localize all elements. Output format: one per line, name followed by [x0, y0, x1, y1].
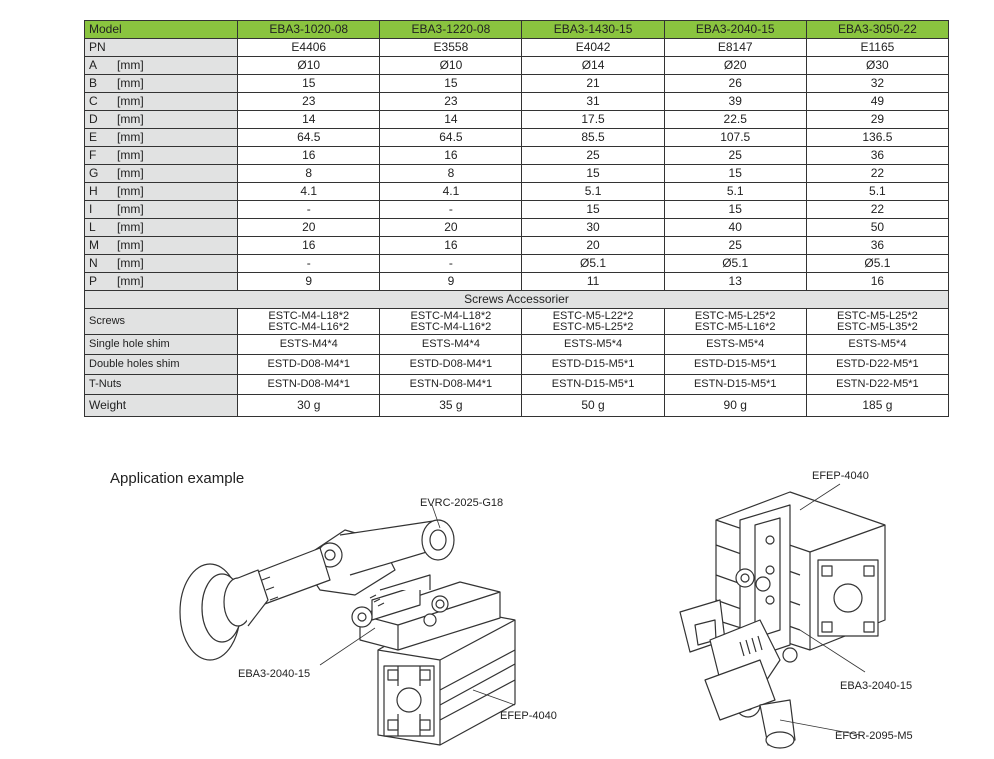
table-cell: Ø10: [380, 57, 522, 75]
table-cell: 39: [664, 93, 806, 111]
weight-label: Weight: [85, 395, 238, 417]
row-letter: L: [89, 220, 96, 234]
label-bracket-right: EBA3-2040-15: [840, 680, 913, 692]
accessory-cell: ESTS-M5*4: [806, 335, 948, 355]
table-cell: 15: [238, 75, 380, 93]
accessory-line: ESTC-M5-L25*2: [694, 309, 776, 322]
row-letter: B: [89, 76, 98, 90]
table-cell: 30: [522, 219, 664, 237]
table-cell: 107.5: [664, 129, 806, 147]
table-cell: 36: [806, 237, 948, 255]
table-cell: Ø14: [522, 57, 664, 75]
table-cell: E3558: [380, 39, 522, 57]
accessory-cell: ESTD-D08-M4*1: [380, 355, 522, 375]
table-cell: Ø5.1: [522, 255, 664, 273]
table-cell: -: [238, 255, 380, 273]
accessory-cell: ESTN-D22-M5*1: [806, 375, 948, 395]
label-gripper-right: EFGR-2095-M5: [835, 730, 913, 742]
accessory-cell: ESTD-D15-M5*1: [664, 355, 806, 375]
row-unit: [mm]: [117, 166, 144, 180]
accessory-cell: ESTN-D15-M5*1: [664, 375, 806, 395]
row-letter: P: [89, 274, 98, 288]
table-cell: Ø30: [806, 57, 948, 75]
row-letter: D: [89, 112, 98, 126]
accessory-line: ESTC-M5-L25*2: [837, 309, 918, 322]
label-evrc-valve: EVRC-2025-G18: [420, 497, 504, 509]
row-letter: G: [89, 166, 99, 180]
accessory-cell: ESTN-D15-M5*1: [522, 375, 664, 395]
weight-cell: 30 g: [238, 395, 380, 417]
table-cell: 16: [806, 273, 948, 291]
label-profile-right: EFEP-4040: [812, 470, 869, 482]
accessory-line: ESTC-M4-L16*2: [410, 320, 492, 333]
row-letter: C: [89, 94, 98, 108]
table-cell: 32: [806, 75, 948, 93]
table-cell: 22.5: [664, 111, 806, 129]
table-cell: 8: [380, 165, 522, 183]
row-unit: [mm]: [117, 148, 144, 162]
table-cell: 22: [806, 201, 948, 219]
table-cell: 64.5: [380, 129, 522, 147]
label-profile-left: EFEP-4040: [500, 710, 557, 722]
table-cell: E4042: [522, 39, 664, 57]
table-cell: Ø5.1: [664, 255, 806, 273]
table-cell: 40: [664, 219, 806, 237]
row-unit: [mm]: [117, 220, 144, 234]
table-cell: 16: [238, 147, 380, 165]
application-example-title: Application example: [110, 470, 245, 487]
table-cell: E1165: [806, 39, 948, 57]
accessory-label: T-Nuts: [85, 375, 238, 395]
table-cell: 11: [522, 273, 664, 291]
table-cell: Ø10: [238, 57, 380, 75]
accessory-line: ESTC-M5-L25*2: [552, 320, 634, 333]
section-title: Screws Accessorier: [85, 291, 949, 309]
row-unit: [mm]: [117, 130, 144, 144]
row-unit: [mm]: [117, 94, 144, 108]
table-cell: 23: [380, 93, 522, 111]
header-model-label: Model: [85, 21, 238, 39]
table-cell: 31: [522, 93, 664, 111]
table-cell: E4406: [238, 39, 380, 57]
table-cell: 14: [238, 111, 380, 129]
table-cell: 15: [522, 201, 664, 219]
table-cell: E8147: [664, 39, 806, 57]
table-cell: 5.1: [664, 183, 806, 201]
table-cell: 25: [522, 147, 664, 165]
row-unit: [mm]: [117, 58, 144, 72]
row-letter: I: [89, 202, 93, 216]
header-model-5: EBA3-3050-22: [806, 21, 948, 39]
table-cell: 25: [664, 147, 806, 165]
table-cell: 16: [380, 237, 522, 255]
table-cell: 15: [380, 75, 522, 93]
table-cell: 50: [806, 219, 948, 237]
row-letter: F: [89, 148, 97, 162]
row-letter: A: [89, 58, 98, 72]
table-cell: 9: [380, 273, 522, 291]
accessory-cell: ESTN-D08-M4*1: [238, 375, 380, 395]
table-cell: 5.1: [806, 183, 948, 201]
weight-cell: 35 g: [380, 395, 522, 417]
table-cell: 20: [522, 237, 664, 255]
table-cell: 9: [238, 273, 380, 291]
row-letter: N: [89, 256, 98, 270]
table-cell: 22: [806, 165, 948, 183]
accessory-cell: ESTD-D08-M4*1: [238, 355, 380, 375]
row-unit: [mm]: [117, 76, 144, 90]
row-letter: E: [89, 130, 98, 144]
table-cell: -: [380, 201, 522, 219]
accessory-line: ESTC-M4-L18*2: [268, 309, 350, 322]
header-model-1: EBA3-1020-08: [238, 21, 380, 39]
table-cell: 8: [238, 165, 380, 183]
weight-cell: 50 g: [522, 395, 664, 417]
accessory-cell: ESTD-D15-M5*1: [522, 355, 664, 375]
accessory-line: ESTC-M4-L16*2: [268, 320, 350, 333]
table-cell: 36: [806, 147, 948, 165]
table-cell: 17.5: [522, 111, 664, 129]
table-cell: -: [238, 201, 380, 219]
row-unit: [mm]: [117, 274, 144, 288]
table-cell: 29: [806, 111, 948, 129]
accessory-line: ESTC-M5-L35*2: [837, 320, 918, 333]
row-letter: H: [89, 184, 98, 198]
row-unit: [mm]: [117, 256, 144, 270]
accessory-line: ESTC-M4-L18*2: [410, 309, 492, 322]
table-cell: 5.1: [522, 183, 664, 201]
weight-cell: 185 g: [806, 395, 948, 417]
row-unit: [mm]: [117, 112, 144, 126]
accessory-cell: ESTS-M5*4: [664, 335, 806, 355]
label-bracket-left: EBA3-2040-15: [238, 668, 311, 680]
row-unit: [mm]: [117, 238, 144, 252]
accessory-cell: ESTN-D08-M4*1: [380, 375, 522, 395]
table-cell: Ø5.1: [806, 255, 948, 273]
table-cell: 49: [806, 93, 948, 111]
table-cell: 16: [238, 237, 380, 255]
table-cell: 4.1: [380, 183, 522, 201]
accessory-label: Screws: [85, 309, 238, 335]
table-cell: 23: [238, 93, 380, 111]
accessory-label: Single hole shim: [85, 335, 238, 355]
row-letter: M: [89, 238, 99, 252]
accessory-cell: ESTS-M4*4: [380, 335, 522, 355]
table-cell: -: [380, 255, 522, 273]
table-cell: 20: [238, 219, 380, 237]
table-cell: 64.5: [238, 129, 380, 147]
accessory-cell: ESTD-D22-M5*1: [806, 355, 948, 375]
table-cell: 14: [380, 111, 522, 129]
table-cell: 4.1: [238, 183, 380, 201]
accessory-line: ESTC-M5-L22*2: [552, 309, 634, 322]
row-unit: [mm]: [117, 202, 144, 216]
table-cell: 21: [522, 75, 664, 93]
table-cell: 15: [664, 201, 806, 219]
table-cell: Ø20: [664, 57, 806, 75]
table-cell: 15: [664, 165, 806, 183]
header-model-4: EBA3-2040-15: [664, 21, 806, 39]
row-letter: PN: [89, 40, 106, 54]
table-cell: 25: [664, 237, 806, 255]
accessory-cell: ESTS-M4*4: [238, 335, 380, 355]
accessory-line: ESTC-M5-L16*2: [694, 320, 776, 333]
accessory-cell: ESTS-M5*4: [522, 335, 664, 355]
table-cell: 13: [664, 273, 806, 291]
table-cell: 85.5: [522, 129, 664, 147]
header-model-2: EBA3-1220-08: [380, 21, 522, 39]
table-cell: 26: [664, 75, 806, 93]
accessory-label: Double holes shim: [85, 355, 238, 375]
table-cell: 16: [380, 147, 522, 165]
weight-cell: 90 g: [664, 395, 806, 417]
table-cell: 15: [522, 165, 664, 183]
header-model-3: EBA3-1430-15: [522, 21, 664, 39]
table-cell: 20: [380, 219, 522, 237]
table-cell: 136.5: [806, 129, 948, 147]
row-unit: [mm]: [117, 184, 144, 198]
